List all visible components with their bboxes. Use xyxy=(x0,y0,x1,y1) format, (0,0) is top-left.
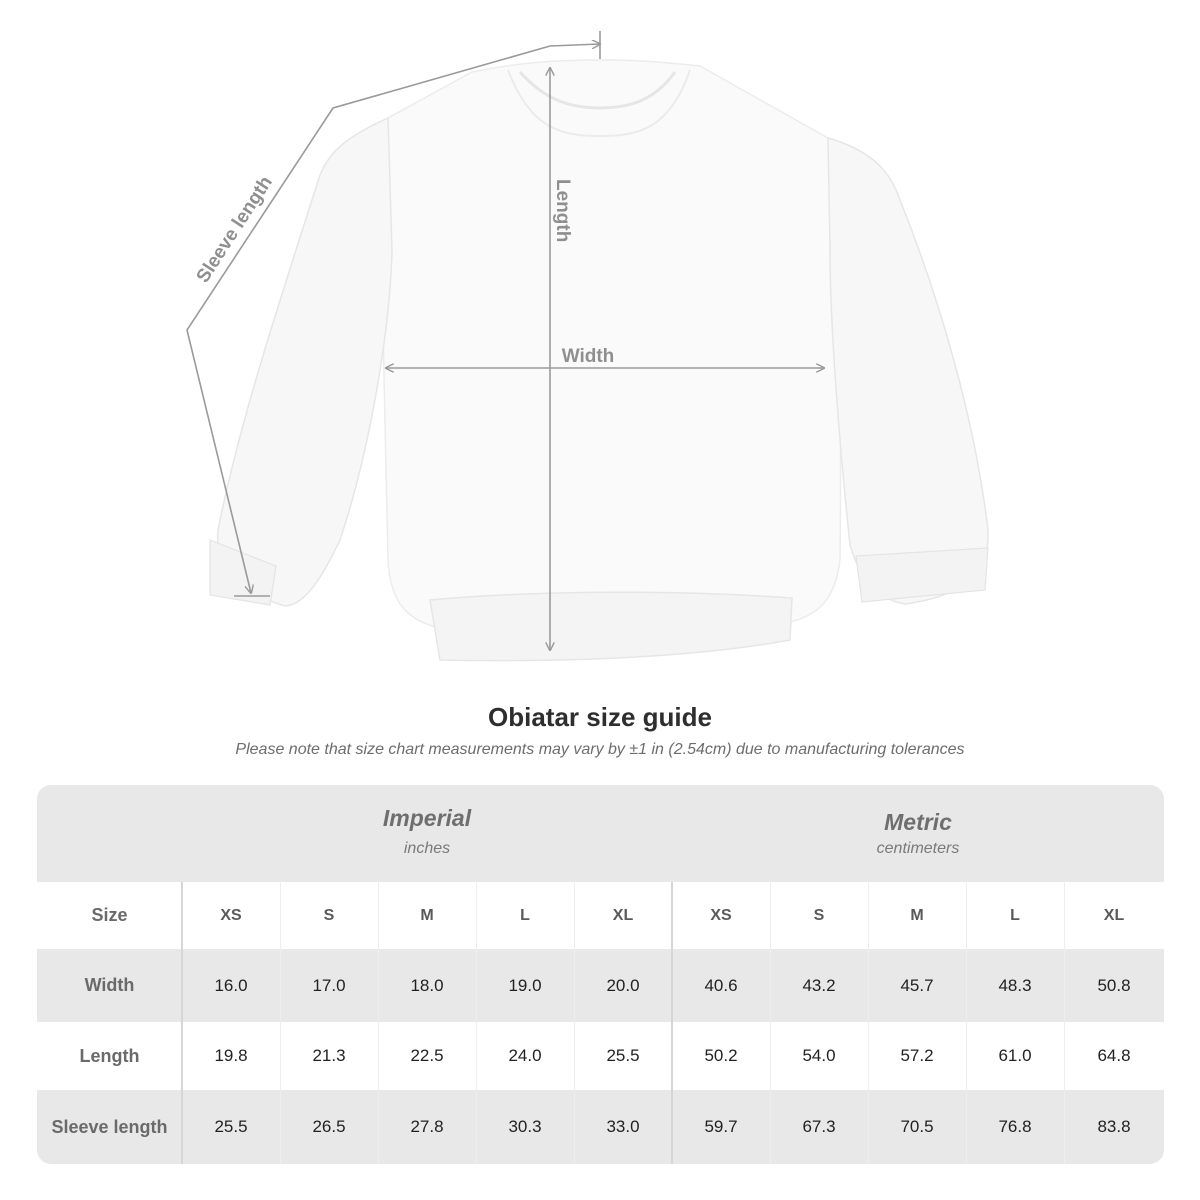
metric-group xyxy=(672,785,1164,882)
table-cell: 48.3 xyxy=(998,975,1032,995)
size-head: S xyxy=(813,906,825,924)
table-cell: 61.0 xyxy=(998,1046,1032,1065)
table-cell: 25.5 xyxy=(606,1046,640,1065)
size-head: L xyxy=(1010,906,1020,924)
table-cell: 18.0 xyxy=(410,975,444,995)
table-cell: 64.8 xyxy=(1097,1046,1131,1065)
size-head: L xyxy=(520,906,530,924)
right-sleeve xyxy=(828,138,988,604)
size-header-row xyxy=(37,882,1164,949)
row-label: Length xyxy=(79,1045,140,1066)
size-head: XL xyxy=(612,906,634,924)
row-label: Width xyxy=(84,975,135,995)
table-cell: 50.8 xyxy=(1097,975,1131,995)
table-cell: 50.2 xyxy=(704,1046,738,1065)
size-label: Size xyxy=(91,905,128,925)
table-cell: 70.5 xyxy=(900,1117,934,1136)
waistband xyxy=(430,592,792,660)
width-label: Width xyxy=(561,346,615,367)
size-head: XS xyxy=(220,906,242,924)
left-sleeve xyxy=(218,118,392,606)
table-cell: 67.3 xyxy=(802,1117,836,1136)
row-label: Sleeve length xyxy=(51,1116,168,1137)
size-head: XS xyxy=(710,906,732,924)
table-cell: 27.8 xyxy=(410,1117,444,1136)
sweatshirt-body xyxy=(383,60,841,628)
size-head: M xyxy=(910,906,924,924)
table-cell: 26.5 xyxy=(312,1117,346,1136)
measurement-system-header xyxy=(37,785,1164,882)
table-cell: 59.7 xyxy=(704,1117,738,1136)
table-cell: 21.3 xyxy=(312,1046,346,1065)
size-head: M xyxy=(420,906,434,924)
right-cuff xyxy=(856,548,988,602)
table-cell: 19.0 xyxy=(508,975,542,995)
table-cell: 43.2 xyxy=(802,975,836,995)
table-cell: 57.2 xyxy=(900,1046,934,1065)
imperial-unit: inches xyxy=(403,840,451,857)
table-cell: 40.6 xyxy=(704,975,738,995)
table-cell: 45.7 xyxy=(900,975,934,995)
metric-title: Metric xyxy=(884,809,952,835)
size-head: S xyxy=(323,906,335,924)
table-cell: 25.5 xyxy=(214,1117,248,1136)
table-cell: 24.0 xyxy=(508,1046,542,1065)
table-cell: 19.8 xyxy=(214,1046,248,1065)
sleeve-length-label: Sleeve length xyxy=(192,172,277,287)
size-guide-title: Obiatar size guide xyxy=(488,702,712,732)
size-head: XL xyxy=(1103,906,1125,924)
table-row xyxy=(37,1090,1164,1164)
metric-unit: centimeters xyxy=(876,840,960,857)
length-label: Length xyxy=(552,179,573,243)
table-cell: 17.0 xyxy=(312,975,346,995)
table-row xyxy=(37,949,1164,1022)
tolerance-note: Please note that size chart measurements may vary by ±1 in (2.54cm) due to manufacturing tolerances xyxy=(235,741,965,758)
imperial-group xyxy=(182,785,672,882)
table-cell: 83.8 xyxy=(1097,1117,1131,1136)
table-row xyxy=(37,1022,1164,1090)
table-cell: 30.3 xyxy=(508,1117,542,1136)
table-cell: 16.0 xyxy=(214,975,248,995)
table-cell: 20.0 xyxy=(606,975,640,995)
size-chart-table xyxy=(37,785,1164,1164)
table-cell: 76.8 xyxy=(998,1117,1032,1136)
table-cell: 33.0 xyxy=(606,1117,640,1136)
table-cell: 54.0 xyxy=(802,1046,836,1065)
table-cell: 22.5 xyxy=(410,1046,444,1065)
imperial-title: Imperial xyxy=(382,805,472,831)
